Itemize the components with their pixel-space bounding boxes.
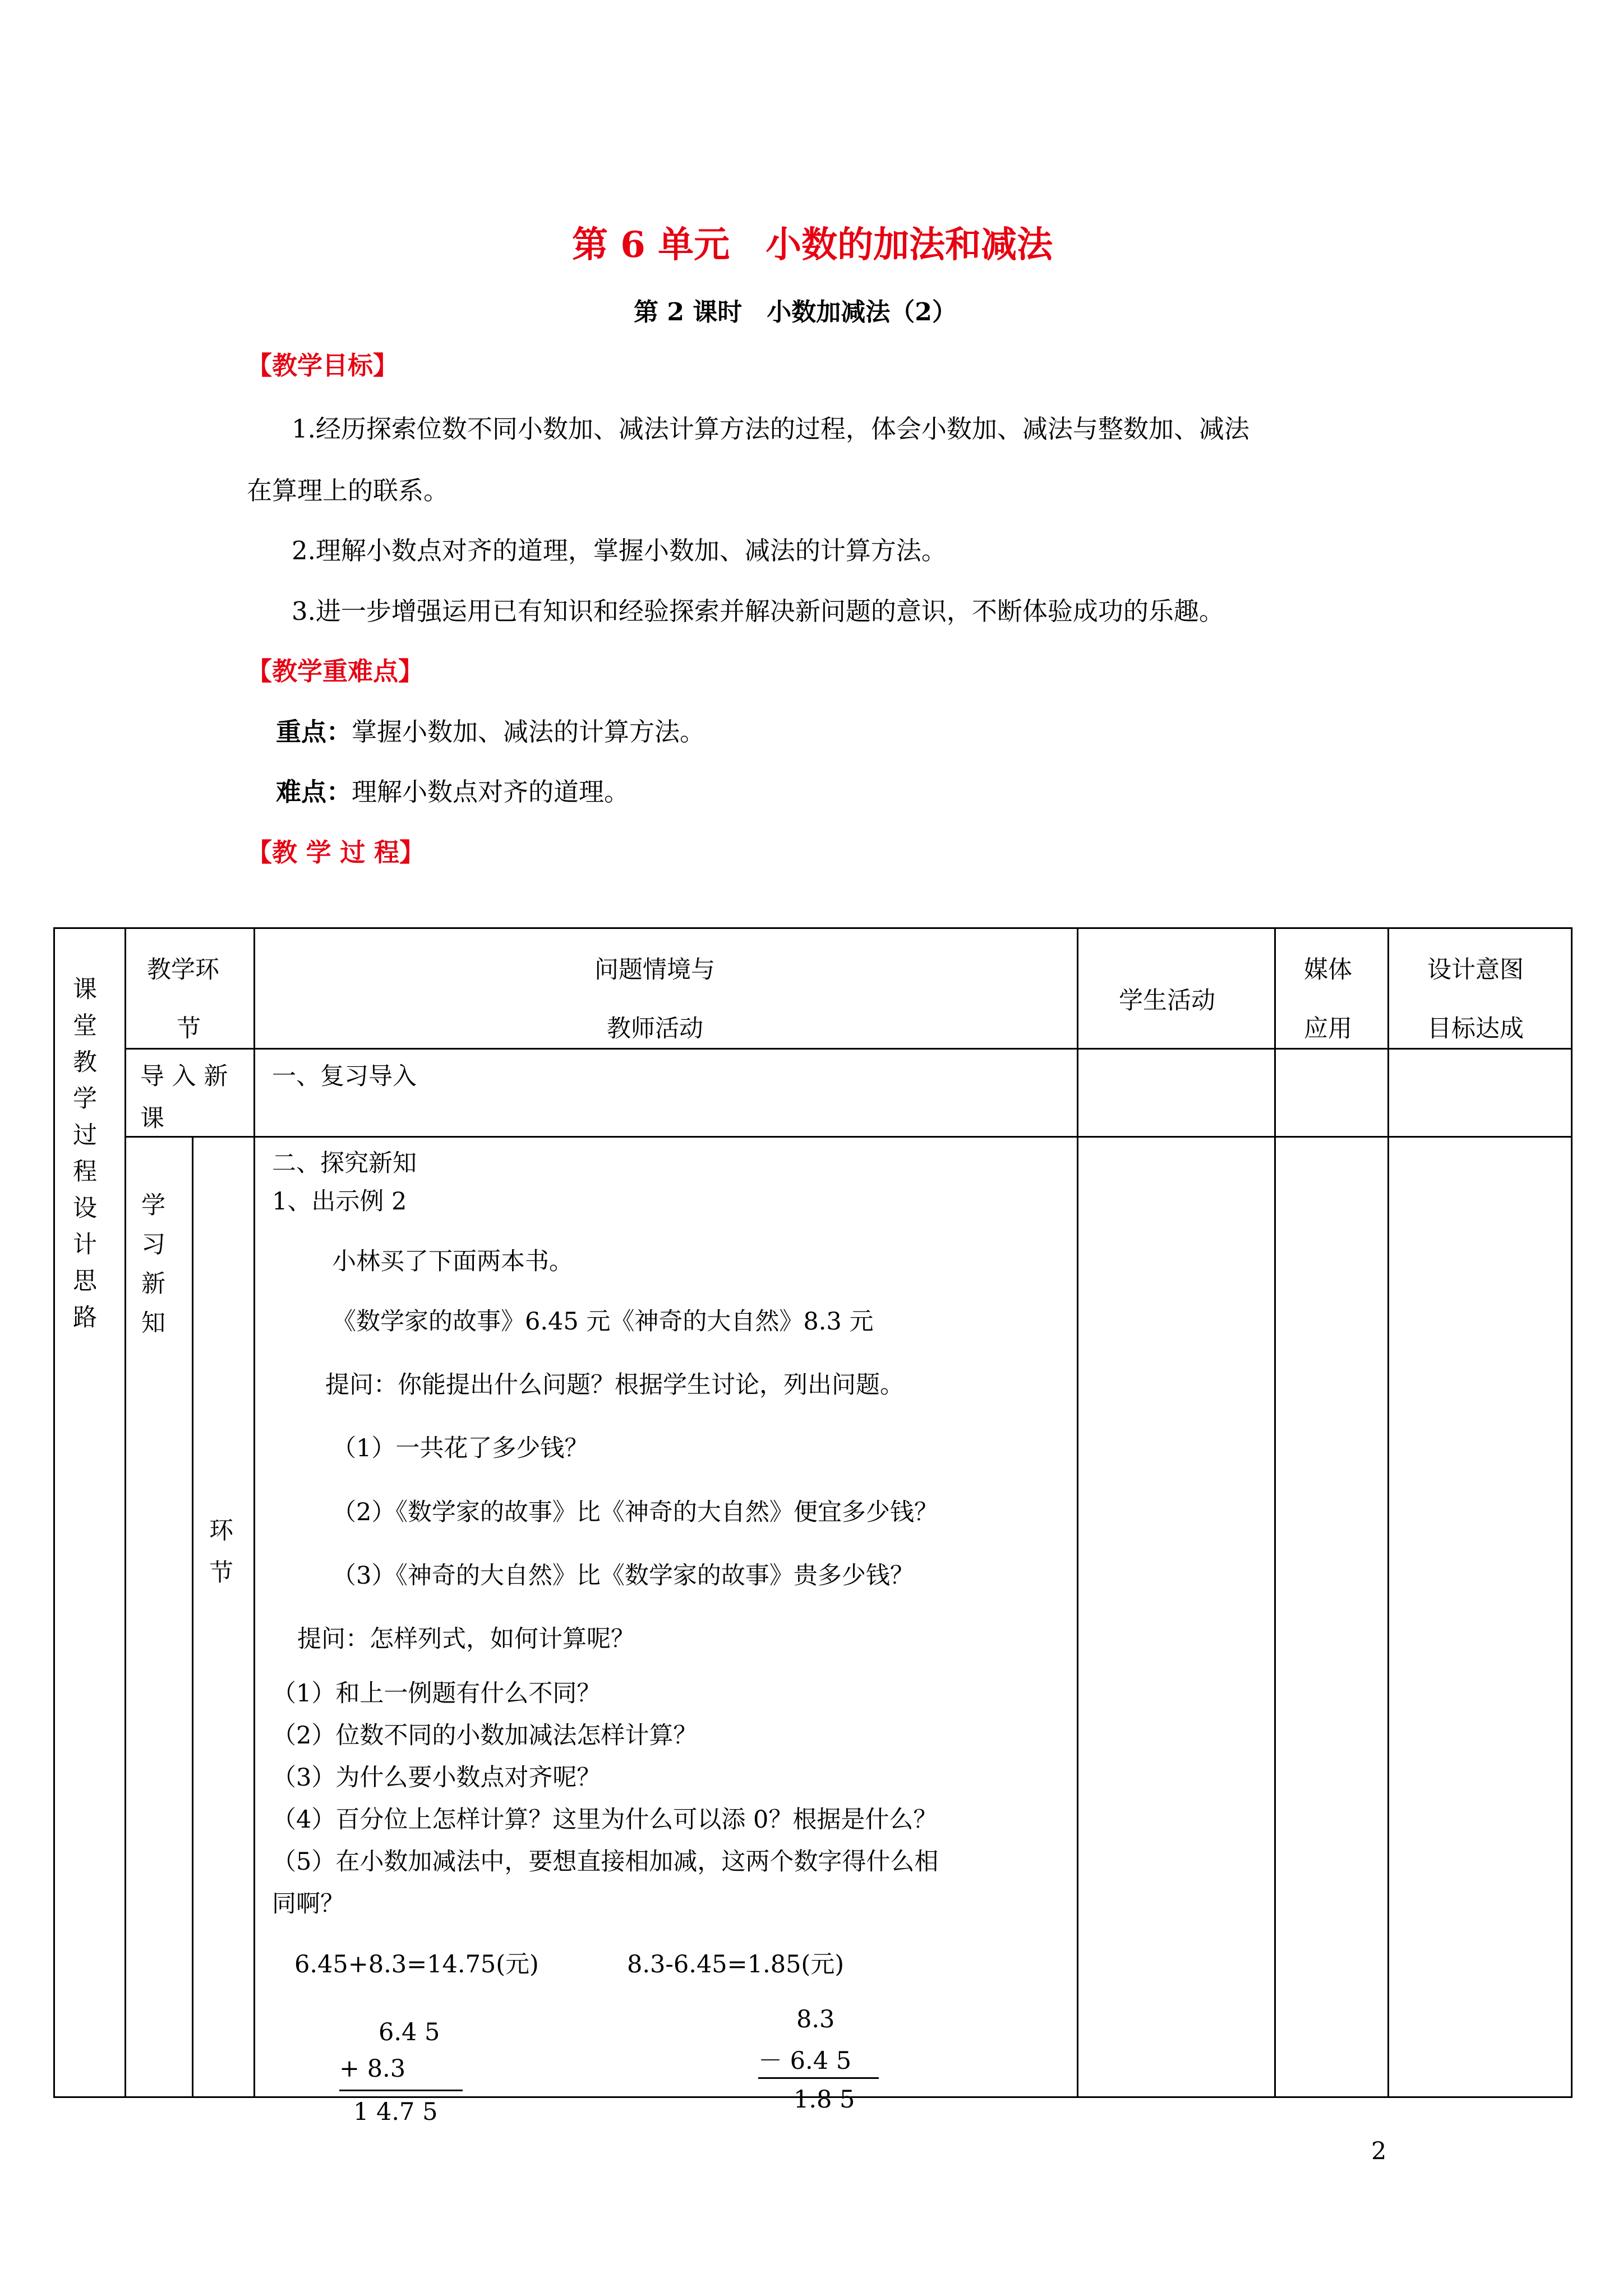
content-line: 小林买了下面两本书。 xyxy=(332,1248,573,1276)
side-char: 设 xyxy=(73,1194,97,1222)
side-char: 学 xyxy=(73,1085,97,1113)
goal-2: 2.理解小数点对齐的道理，掌握小数加、减法的计算方法。 xyxy=(292,536,947,565)
goal-1: 1.经历探索位数不同小数加、减法计算方法的过程，体会小数加、减法与整数加、减法 xyxy=(292,414,1249,444)
difficult-label: 难点： xyxy=(276,777,352,807)
key-point xyxy=(276,711,705,748)
side-char: 过 xyxy=(73,1121,97,1149)
row2-stage-char: 新 xyxy=(141,1270,165,1298)
difficult-point xyxy=(276,771,629,808)
add-line-2: + 8.3 xyxy=(339,2055,406,2083)
row2-stage-char: 学 xyxy=(141,1191,165,1220)
equation-add: 6.45+8.3=14.75(元) xyxy=(294,1950,539,1978)
content-line: （2）位数不同的小数加减法怎样计算？ xyxy=(272,1722,698,1750)
header-design-2: 目标达成 xyxy=(1427,1015,1524,1043)
row1-content: 一、复习导入 xyxy=(272,1062,417,1091)
header-design-1: 设计意图 xyxy=(1427,956,1524,984)
side-char: 路 xyxy=(73,1304,97,1332)
content-line: 提问：你能提出什么问题？根据学生讨论，列出问题。 xyxy=(325,1371,904,1399)
page-number: 2 xyxy=(1371,2137,1387,2165)
equation-sub: 8.3-6.45=1.85(元) xyxy=(627,1950,844,1978)
side-char: 教 xyxy=(73,1048,97,1076)
row2-stage-char: 习 xyxy=(141,1231,165,1259)
difficult-text: 理解小数点对齐的道理。 xyxy=(352,777,630,807)
header-activity-1: 问题情境与 xyxy=(594,956,715,984)
row2-sub-char: 环 xyxy=(209,1517,233,1545)
side-char: 思 xyxy=(73,1267,97,1295)
side-char: 堂 xyxy=(73,1012,97,1040)
header-activity-2: 教师活动 xyxy=(607,1015,703,1043)
header-media-1: 媒体 xyxy=(1304,956,1352,984)
key-label: 重点： xyxy=(276,717,352,747)
row2-stage-char: 知 xyxy=(141,1309,165,1337)
add-line-1: 6.4 5 xyxy=(379,2018,440,2046)
page-title: 第 6 单元 小数的加法和减法 xyxy=(572,224,1053,266)
key-text: 掌握小数加、减法的计算方法。 xyxy=(352,717,706,747)
header-stage-2: 节 xyxy=(177,1015,201,1043)
header-media-2: 应用 xyxy=(1304,1015,1352,1043)
side-char: 计 xyxy=(73,1231,97,1259)
row1-stage-1: 导 入 新 xyxy=(140,1062,228,1091)
add-result: 1 4.7 5 xyxy=(353,2098,438,2126)
content-line: 《数学家的故事》6.45 元《神奇的大自然》8.3 元 xyxy=(332,1308,874,1336)
goal-3: 3.进一步增强运用已有知识和经验探索并解决新问题的意识，不断体验成功的乐趣。 xyxy=(292,596,1224,626)
row1-stage-2: 课 xyxy=(140,1105,164,1133)
row2-sub-char: 节 xyxy=(209,1559,233,1587)
side-char: 课 xyxy=(73,976,97,1004)
side-char: 程 xyxy=(73,1158,97,1186)
goals-heading: 【教学目标】 xyxy=(247,351,399,380)
content-line: 1、出示例 2 xyxy=(272,1188,407,1216)
content-line: 提问：怎样列式，如何计算呢？ xyxy=(297,1625,635,1653)
process-heading: 【教 学 过 程】 xyxy=(247,838,425,867)
content-line: （1）一共花了多少钱？ xyxy=(332,1434,589,1462)
content-line: 同啊？ xyxy=(272,1890,344,1918)
content-line: （3）《神奇的大自然》比《数学家的故事》贵多少钱？ xyxy=(332,1562,914,1590)
goal-1-cont: 在算理上的联系。 xyxy=(247,476,449,505)
content-line: （4）百分位上怎样计算？这里为什么可以添 0？根据是什么？ xyxy=(272,1806,938,1834)
key-heading: 【教学重难点】 xyxy=(247,656,424,686)
header-student: 学生活动 xyxy=(1119,987,1215,1015)
header-stage-1: 教学环 xyxy=(147,956,219,984)
content-line: （1）和上一例题有什么不同？ xyxy=(272,1680,601,1708)
lesson-subtitle: 第 2 课时 小数加减法（2） xyxy=(634,298,957,326)
sub-result: 1.8 5 xyxy=(794,2086,855,2114)
content-line: （3）为什么要小数点对齐呢？ xyxy=(272,1764,601,1792)
content-line: （5）在小数加减法中，要想直接相加减，这两个数字得什么相 xyxy=(272,1848,939,1876)
sub-line-2: － 6.4 5 xyxy=(758,2047,852,2075)
content-line: 二、探究新知 xyxy=(272,1149,417,1177)
content-line: （2）《数学家的故事》比《神奇的大自然》便宜多少钱？ xyxy=(332,1498,938,1526)
sub-line-1: 8.3 xyxy=(796,2005,835,2033)
